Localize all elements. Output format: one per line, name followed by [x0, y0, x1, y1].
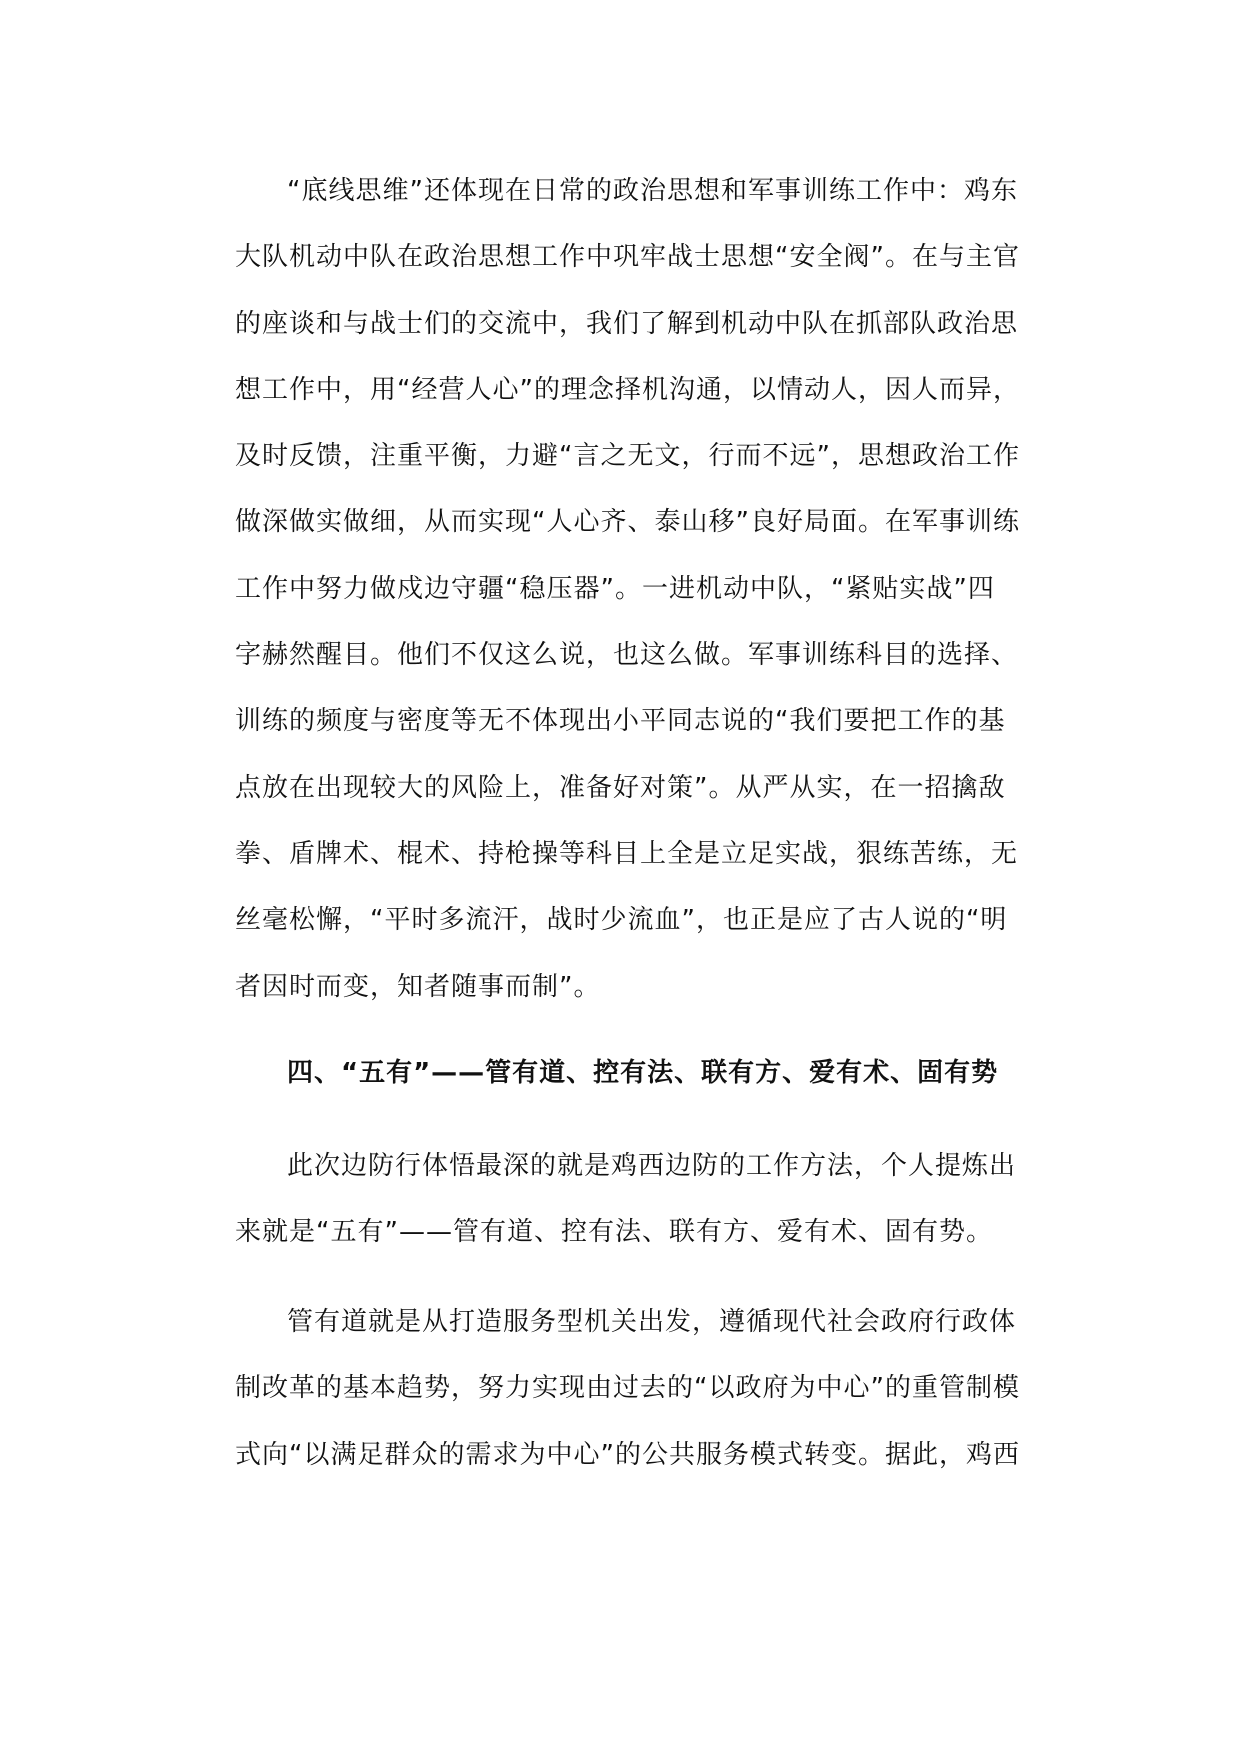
paragraph-line: 拳、盾牌术、棍术、持枪操等科目上全是立足实战，狠练苦练，无 — [235, 838, 1019, 869]
section-heading: 四、“五有”——管有道、控有法、联有方、爱有术、固有势 — [287, 1058, 999, 1088]
paragraph-line: 丝毫松懈，“平时多流汗，战时少流血”，也正是应了古人说的“明 — [235, 905, 1008, 936]
paragraph-line: 点放在出现较大的风险上，准备好对策”。从严从实，在一招擒敌 — [235, 772, 1006, 803]
paragraph-line: 此次边防行体悟最深的就是鸡西边防的工作方法，个人提炼出 — [287, 1151, 1017, 1181]
paragraph-line: 字赫然醒目。他们不仅这么说，也这么做。军事训练科目的选择、 — [235, 640, 1019, 671]
paragraph-line: 大队机动中队在政治思想工作中巩牢战士思想“安全阀”。在与主官 — [235, 242, 1020, 273]
paragraph-line: 管有道就是从打造服务型机关出发，遵循现代社会政府行政体 — [287, 1307, 1017, 1337]
paragraph-management-approach — [235, 1289, 1020, 1488]
paragraph-line: 工作中努力做戍边守疆“稳压器”。一进机动中队，“紧贴实战”四 — [235, 573, 995, 604]
paragraph-line: 式向“以满足群众的需求为中心”的公共服务模式转变。据此，鸡西 — [235, 1439, 1020, 1470]
paragraph-line: 训练的频度与密度等无不体现出小平同志说的“我们要把工作的基 — [235, 706, 1006, 737]
paragraph-line: 来就是“五有”——管有道、控有法、联有方、爱有术、固有势。 — [235, 1217, 993, 1248]
paragraph-line: 的座谈和与战士们的交流中，我们了解到机动中队在抓部队政治思 — [235, 308, 1019, 339]
paragraph-line: “底线思维”还体现在日常的政治思想和军事训练工作中：鸡东 — [287, 176, 1018, 206]
paragraph-line: 及时反馈，注重平衡，力避“言之无文，行而不远”，思想政治工作 — [235, 441, 1020, 472]
paragraph-line: 做深做实做细，从而实现“人心齐、泰山移”良好局面。在军事训练 — [235, 507, 1020, 538]
paragraph-line: 想工作中，用“经营人心”的理念择机沟通，以情动人，因人而异， — [235, 374, 1020, 405]
paragraph-line: 者因时而变，知者随事而制”。 — [235, 971, 601, 1002]
paragraph-five-haves-intro — [235, 1133, 1015, 1266]
paragraph-bottom-line-thinking — [235, 158, 1020, 1020]
paragraph-line: 制改革的基本趋势，努力实现由过去的“以政府为中心”的重管制模 — [235, 1373, 1020, 1404]
